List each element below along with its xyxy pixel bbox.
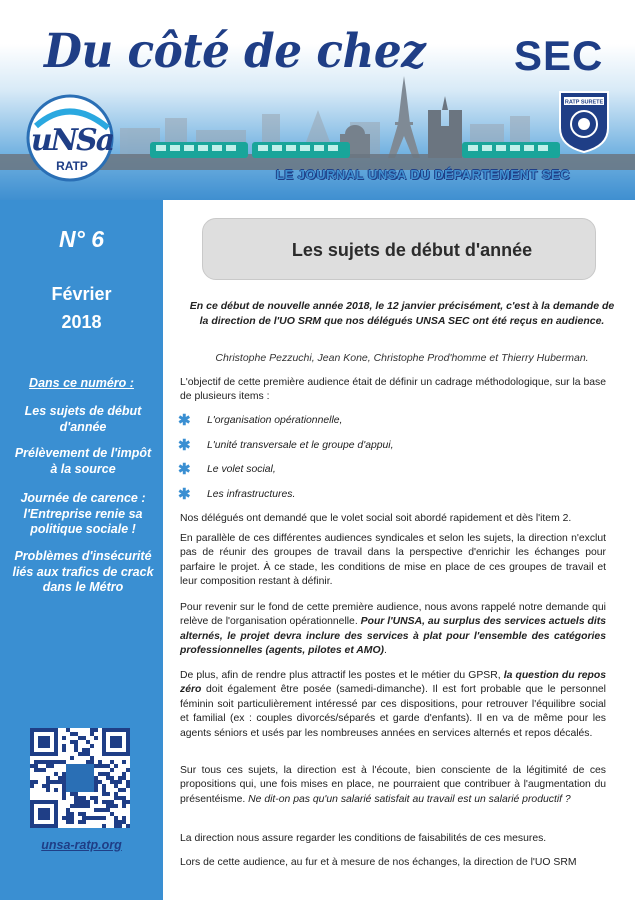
asterisk-bullet-icon: ✱ xyxy=(178,485,191,503)
article-attendees: Christophe Pezzuchi, Jean Kone, Christophe Prod'homme et Thierry Huberman. xyxy=(215,352,589,364)
svg-text:uNSa: uNSa xyxy=(30,123,114,158)
list-item xyxy=(178,413,598,438)
toc-item: Prélèvement de l'impôt à la source xyxy=(14,446,152,476)
masthead-script-text: Du côté de chez xyxy=(44,24,426,79)
svg-text:RATP SURETE: RATP SURETE xyxy=(564,99,604,106)
issue-number: N° 6 xyxy=(59,226,104,252)
list-item xyxy=(178,487,598,512)
emphasis-text: la question du repos zéro xyxy=(180,670,606,696)
paragraph-text: . xyxy=(384,645,387,657)
paragraph-direction: La direction nous assure regarder les conditions de faisabilités de ces mesures. xyxy=(180,833,547,844)
masthead-banner xyxy=(0,0,635,200)
masthead-sec-text: SEC xyxy=(514,32,604,79)
asterisk-bullet-icon: ✱ xyxy=(178,412,191,429)
paragraph-volet: Nos délégués ont demandé que le volet social soit abordé rapidement et dès l'item 2. xyxy=(180,513,572,524)
asterisk-bullet-icon: ✱ xyxy=(178,436,191,454)
article-title-box xyxy=(202,218,596,280)
toc-title: Dans ce numéro : xyxy=(29,376,134,390)
paragraph-sujets xyxy=(180,764,606,807)
paragraph-fond xyxy=(180,601,606,659)
list-item xyxy=(178,462,598,487)
journal-subtitle: LE JOURNAL UNSA DU DÉPARTEMENT SEC xyxy=(276,167,571,182)
list-item-text: Le volet social, xyxy=(207,464,276,475)
svg-text:RATP: RATP xyxy=(56,159,88,173)
list-item-text: L'organisation opérationnelle, xyxy=(207,415,343,426)
list-item-text: L'unité transversale et le groupe d'appui, xyxy=(207,439,394,451)
paragraph-text: Sur tous ces sujets, la direction est à l'écoute, bien consciente de la légitimité de ces propositions qui, une fois mises en place, ne pourraient que contribuer à l'augmentation du présentéisme. xyxy=(180,765,606,805)
paragraph-text: De plus, afin de rendre plus attractif les postes et le métier du GPSR, xyxy=(180,670,504,681)
paragraph-text: Pour revenir sur le fond de cette première audience, nous avons rappelé notre demande qui relève de l'organisation opérationnelle. xyxy=(180,602,606,628)
list-item xyxy=(178,438,598,463)
list-item-text: Les infrastructures. xyxy=(207,488,296,500)
sec-shield-badge xyxy=(556,88,612,154)
issue-year: 2018 xyxy=(61,312,102,332)
toc-item: Journée de carence : l'Entreprise renie sa politique sociale ! xyxy=(20,491,146,536)
paragraph-parallele: En parallèle de ces différentes audiences syndicales et selon les sujets, la direction n'exclut pas de réunir des groupes de travail dans la perspective d'enrichir les échanges pour parfaire le projet. À ce stade, les conditions de mise en place de ces groupes de travail et leur composition restant à définir. xyxy=(180,533,606,588)
emphasis-text: Ne dit-on pas qu'un salarié satisfait au travail est un salarié productif ? xyxy=(248,793,571,805)
paragraph-repos xyxy=(180,669,606,741)
toc-item: Problèmes d'insécurité liés aux trafics de crack dans le Métro xyxy=(12,549,154,594)
article-title: Les sujets de début d'année xyxy=(291,240,533,260)
toc-item: Les sujets de début d'année xyxy=(24,404,142,434)
qr-code-icon xyxy=(30,728,130,828)
emphasis-text: Pour l'UNSA, au surplus des services actuels dits alternés, le projet devra inclure des services à plat pour l'ensemble des catégories professionnelles (agents, pilotes et AMO) xyxy=(180,616,606,657)
asterisk-bullet-icon: ✱ xyxy=(178,461,191,478)
masthead-title xyxy=(44,22,604,84)
paragraph-intro: L'objectif de cette première audience était de définir un cadrage méthodologique, sur la base de plusieurs items : xyxy=(180,377,606,403)
paragraph-text: doit également être posée (samedi-dimanche). Il est fort probable que le personnel féminin soit particulièrement intéressé par ces dispositions, pour retrouver l'équilibre social et familial (ex : couples divorcés/séparés et garde d'enfants). Il en va de même pour les agents séniors et usés par les nombreuses années en services alternés et repos décalés. xyxy=(180,684,606,739)
item-list xyxy=(178,413,598,511)
unsa-ratp-logo xyxy=(22,88,122,188)
paragraph-lors: Lors de cette audience, au fur et à mesure de nos échanges, la direction de l'UO SRM xyxy=(180,857,577,868)
issue-month: Février xyxy=(51,284,112,304)
site-url-link[interactable]: unsa-ratp.org xyxy=(41,838,122,852)
article-lead: En ce début de nouvelle année 2018, le 12 janvier précisément, c'est à la demande de la direction de l'UO SRM que nos délégués UNSA SEC ont été reçus en audience. xyxy=(189,300,615,327)
